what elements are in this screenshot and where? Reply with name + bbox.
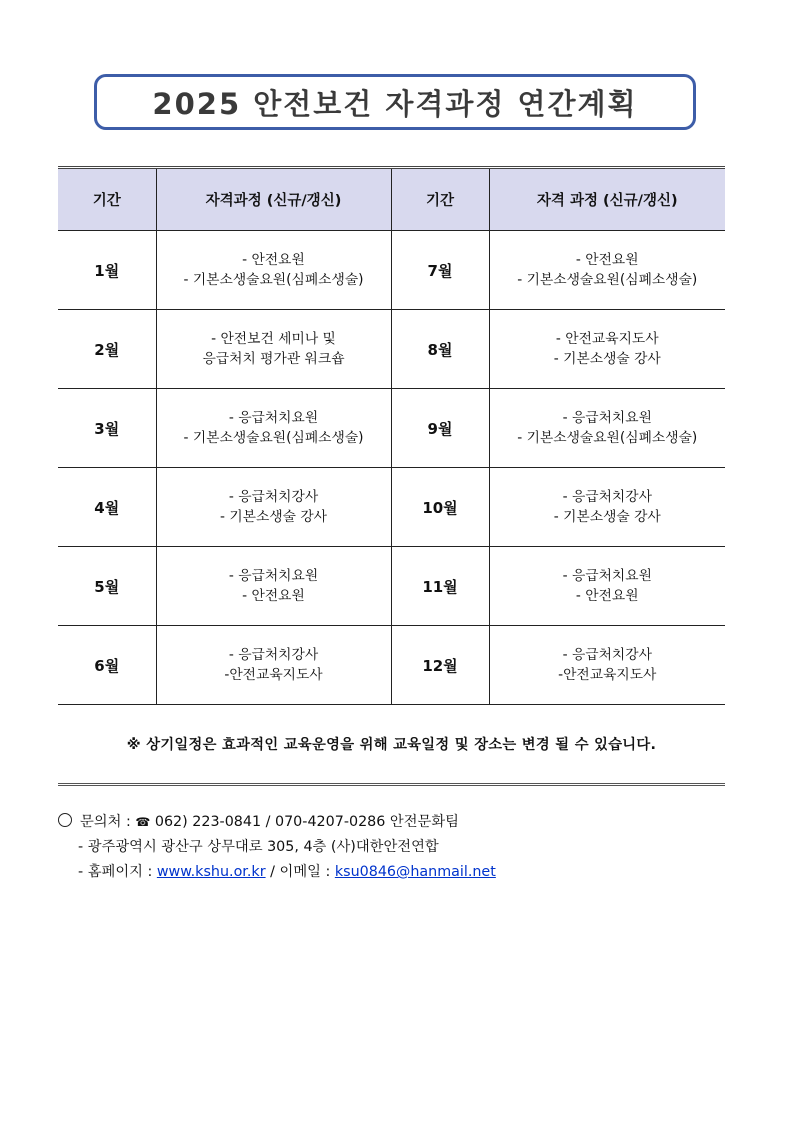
course-cell xyxy=(489,310,725,389)
table-row xyxy=(58,468,725,547)
course-cell xyxy=(489,231,725,310)
homepage-link[interactable]: www.kshu.or.kr xyxy=(156,864,266,880)
month-cell: 8월 xyxy=(391,310,489,389)
page-title: 2025 안전보건 자격과정 연간계획 xyxy=(152,86,638,121)
course-cell xyxy=(156,310,391,389)
month-cell: 11월 xyxy=(391,547,489,626)
header-course-left: 자격과정 (신규/갱신) xyxy=(156,168,391,231)
bullet-circle-icon xyxy=(58,813,72,827)
divider xyxy=(58,783,725,786)
course-cell xyxy=(489,547,725,626)
table-row xyxy=(58,231,725,310)
course-line: - 기본소생술요원(심폐소생술) xyxy=(183,430,364,446)
course-cell xyxy=(489,468,725,547)
month-cell: 2월 xyxy=(58,310,156,389)
course-cell xyxy=(489,626,725,705)
month-cell: 1월 xyxy=(58,231,156,310)
course-line: - 응급처치강사 xyxy=(228,647,319,663)
course-cell xyxy=(156,468,391,547)
course-line: - 응급처치요원 xyxy=(228,568,319,584)
course-cell xyxy=(156,231,391,310)
course-line: - 안전요원 xyxy=(242,588,305,604)
course-line: - 안전교육지도사 xyxy=(555,331,659,347)
course-line: - 안전요원 xyxy=(242,252,305,268)
month-cell: 10월 xyxy=(391,468,489,547)
course-line: - 기본소생술 강사 xyxy=(219,509,328,525)
title-box xyxy=(94,74,696,130)
course-line: - 응급처치강사 xyxy=(562,647,652,663)
course-line: -안전교육지도사 xyxy=(224,667,323,683)
course-line: - 기본소생술요원(심폐소생술) xyxy=(183,272,364,288)
course-line: - 응급처치요원 xyxy=(228,410,319,426)
course-line: - 응급처치강사 xyxy=(562,489,652,505)
table-row xyxy=(58,547,725,626)
month-cell: 5월 xyxy=(58,547,156,626)
email-label: / 이메일 : xyxy=(270,864,331,880)
course-line: - 응급처치강사 xyxy=(228,489,319,505)
month-cell: 12월 xyxy=(391,626,489,705)
month-cell: 9월 xyxy=(391,389,489,468)
month-cell: 3월 xyxy=(58,389,156,468)
course-line: - 응급처치요원 xyxy=(562,410,652,426)
phone-icon: ☎ xyxy=(135,815,151,829)
homepage-label: - 홈페이지 : xyxy=(78,864,153,880)
course-line: - 기본소생술요원(심폐소생술) xyxy=(517,430,698,446)
contact-line xyxy=(58,811,459,831)
table-row xyxy=(58,310,725,389)
course-line: - 기본소생술요원(심폐소생술) xyxy=(517,272,698,288)
course-cell xyxy=(156,547,391,626)
schedule-notice: ※ 상기일정은 효과적인 교육운영을 위해 교육일정 및 장소는 변경 될 수 있습니다. xyxy=(126,737,657,753)
table-header-row xyxy=(58,168,725,231)
course-cell xyxy=(156,626,391,705)
table-row xyxy=(58,389,725,468)
contact-label: 문의처 : xyxy=(80,814,131,830)
table-row xyxy=(58,626,725,705)
address-line: - 광주광역시 광산구 상무대로 305, 4층 (사)대한안전연합 xyxy=(78,839,439,855)
month-cell: 7월 xyxy=(391,231,489,310)
schedule-table xyxy=(58,166,725,705)
email-link[interactable]: ksu0846@hanmail.net xyxy=(334,864,496,880)
course-line: - 응급처치요원 xyxy=(562,568,652,584)
course-line: 응급처치 평가관 워크숍 xyxy=(202,351,345,367)
course-line: -안전교육지도사 xyxy=(558,667,657,683)
course-line: - 기본소생술 강사 xyxy=(553,509,661,525)
course-line: - 기본소생술 강사 xyxy=(553,351,661,367)
contact-team: 안전문화팀 xyxy=(389,814,459,830)
header-course-right: 자격 과정 (신규/갱신) xyxy=(489,168,725,231)
course-cell xyxy=(156,389,391,468)
web-line xyxy=(78,861,496,881)
month-cell: 4월 xyxy=(58,468,156,547)
course-line: - 안전요원 xyxy=(575,252,639,268)
header-period-left: 기간 xyxy=(58,168,156,231)
course-cell xyxy=(489,389,725,468)
month-cell: 6월 xyxy=(58,626,156,705)
header-period-right: 기간 xyxy=(391,168,489,231)
course-line: - 안전요원 xyxy=(575,588,639,604)
course-line: - 안전보건 세미나 및 xyxy=(211,331,336,347)
contact-phones: 062) 223-0841 / 070-4207-0286 xyxy=(154,814,386,830)
